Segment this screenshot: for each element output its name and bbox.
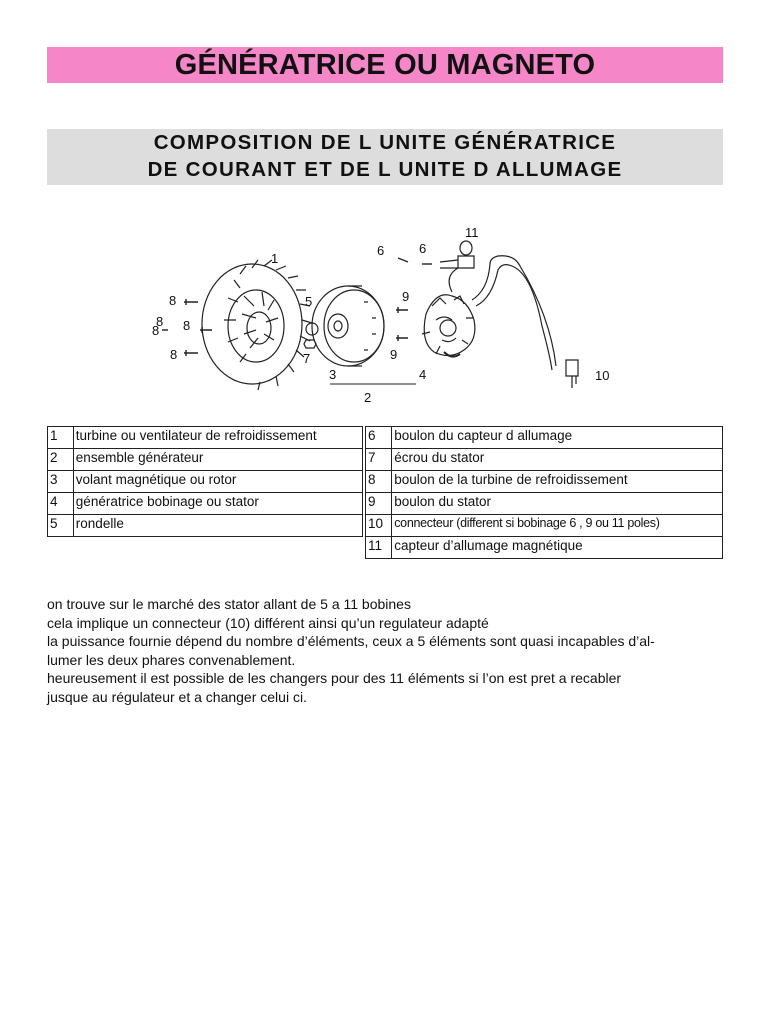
callout-6a: 6 (377, 243, 385, 258)
table-row (48, 515, 363, 537)
notes (47, 595, 727, 706)
parts-table-left (47, 426, 363, 537)
part-number: 11 (366, 537, 392, 559)
part-number: 8 (366, 471, 392, 493)
callout-1: 1 (271, 251, 279, 266)
stator-drawing (422, 295, 475, 357)
table-row (366, 449, 723, 471)
part-description: volant magnétique ou rotor (73, 471, 362, 493)
callout-9b: 9 (390, 347, 398, 362)
callout-4: 4 (419, 367, 427, 382)
part-number: 5 (48, 515, 74, 537)
callout-3: 3 (329, 367, 337, 382)
part-number: 2 (48, 449, 74, 471)
part-number: 1 (48, 427, 74, 449)
part-description: capteur d’allumage magnétique (392, 537, 723, 559)
callout-10: 10 (595, 368, 610, 383)
part-description: ensemble générateur (73, 449, 362, 471)
turbine-drawing (202, 260, 312, 390)
callout-11: 11 (465, 225, 479, 240)
rotor-drawing (312, 286, 384, 366)
subtitle-box (47, 129, 723, 185)
part-number: 10 (366, 515, 392, 537)
subtitle-line-2: DE COURANT ET DE L UNITE D ALLUMAGE (147, 158, 623, 181)
part-description: boulon du stator (392, 493, 723, 515)
part-number: 7 (366, 449, 392, 471)
callout-6b: 6 (419, 241, 427, 256)
callout-8e: 8 (156, 314, 164, 329)
pickup-drawing (440, 241, 474, 292)
parts-table-right (365, 426, 723, 559)
table-row (48, 449, 363, 471)
part-number: 4 (48, 493, 74, 515)
table-row (366, 493, 723, 515)
note-line: jusque au régulateur et a changer celui ci. (47, 688, 307, 705)
table-row (48, 493, 363, 515)
table-row (48, 471, 363, 493)
table-row (48, 427, 363, 449)
nut-drawing (304, 340, 316, 348)
callout-9a: 9 (402, 289, 410, 304)
exploded-diagram (140, 222, 630, 410)
part-description: boulon de la turbine de refroidissement (392, 471, 723, 493)
note-line: cela implique un connecteur (10) différent ainsi qu’un regulateur adapté (47, 614, 489, 631)
wire-harness-drawing (472, 256, 578, 388)
part-description: connecteur (different si bobinage 6 , 9 ou 11 poles) (392, 515, 723, 537)
part-number: 6 (366, 427, 392, 449)
part-description: boulon du capteur d allumage (392, 427, 723, 449)
table-row (366, 471, 723, 493)
callout-8a: 8 (169, 293, 177, 308)
table-row (366, 537, 723, 559)
callout-5: 5 (305, 294, 313, 309)
callout-8c: 8 (152, 323, 160, 338)
note-line: on trouve sur le marché des stator allant de 5 a 11 bobines (47, 596, 411, 612)
part-description: écrou du stator (392, 449, 723, 471)
callout-7: 7 (303, 351, 311, 366)
page-title: GÉNÉRATRICE OU MAGNETO (174, 48, 596, 81)
part-number: 3 (48, 471, 74, 493)
subtitle-line-1: COMPOSITION DE L UNITE GÉNÉRATRICE (153, 131, 617, 154)
title-bar (47, 47, 723, 83)
callout-8b: 8 (183, 318, 191, 333)
part-number: 9 (366, 493, 392, 515)
table-row (366, 515, 723, 537)
callout-8d: 8 (170, 347, 178, 362)
table-row (366, 427, 723, 449)
note-line: heureusement il est possible de les changers pour des 11 éléments si l’on est pret a recabler (47, 670, 622, 686)
part-description: rondelle (73, 515, 362, 537)
part-description: génératrice bobinage ou stator (73, 493, 362, 515)
callout-2: 2 (364, 390, 372, 405)
part-description: turbine ou ventilateur de refroidissement (73, 427, 362, 449)
note-line: la puissance fournie dépend du nombre d’éléments, ceux a 5 éléments sont quasi incapables d’al- (47, 633, 655, 649)
note-line: lumer les deux phares convenablement. (47, 651, 296, 668)
